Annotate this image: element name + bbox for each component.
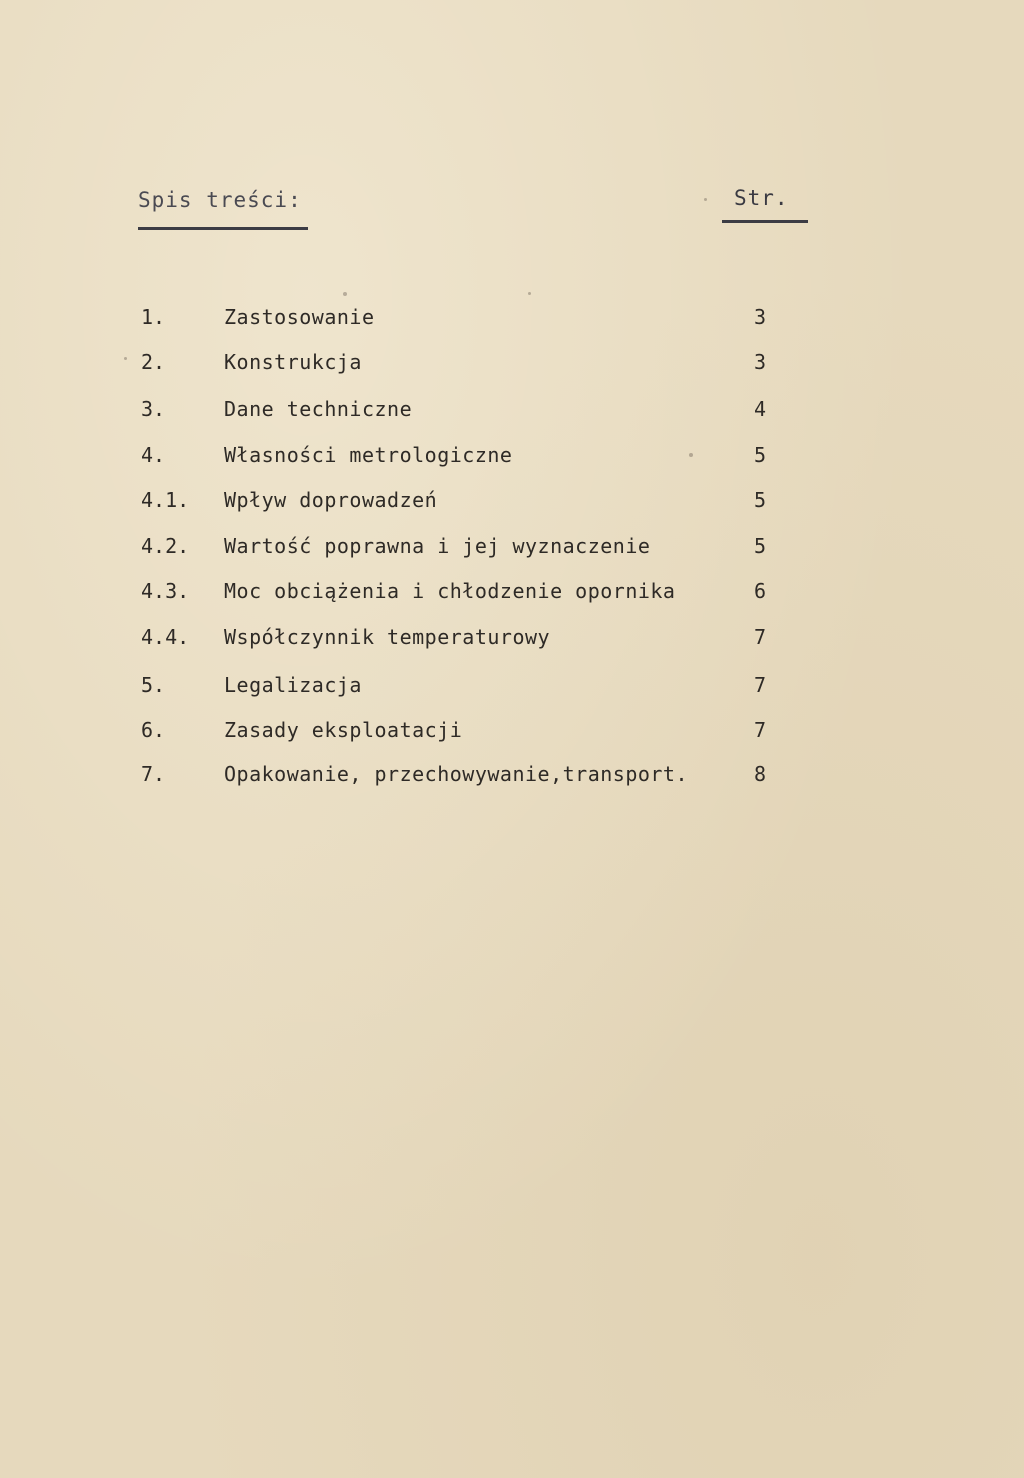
toc-entry — [0, 394, 1024, 424]
toc-entry-title: Moc obciążenia i chłodzenie opornika — [224, 579, 676, 603]
toc-entry-title: Legalizacja — [224, 673, 362, 697]
toc-entry-title: Własności metrologiczne — [224, 443, 513, 467]
toc-entry-number: 4.2. — [141, 534, 190, 558]
page-column-heading: Str. — [734, 186, 789, 210]
toc-entry-title: Dane techniczne — [224, 397, 413, 421]
paper-speck — [704, 198, 707, 201]
toc-entry-number: 6. — [141, 718, 166, 742]
toc-entry-page: 7 — [754, 718, 767, 742]
toc-entry-title: Wartość poprawna i jej wyznaczenie — [224, 534, 651, 558]
paper-speck — [343, 292, 347, 296]
toc-entry-page: 5 — [754, 534, 767, 558]
toc-entry-page: 3 — [754, 350, 767, 374]
page-column-heading-underline — [722, 220, 808, 223]
toc-entry-number: 4.1. — [141, 488, 190, 512]
toc-entry-number: 2. — [141, 350, 166, 374]
paper-speck — [689, 453, 693, 457]
toc-entry-number: 4.4. — [141, 625, 190, 649]
toc-entry — [0, 622, 1024, 652]
toc-entry-page: 5 — [754, 443, 767, 467]
toc-entry-number: 5. — [141, 673, 166, 697]
toc-entry-title: Zasady eksploatacji — [224, 718, 463, 742]
paper-speck — [528, 292, 531, 295]
toc-entry-page: 6 — [754, 579, 767, 603]
toc-entry-number: 4.3. — [141, 579, 190, 603]
toc-entry-title: Opakowanie, przechowywanie,transport. — [224, 762, 689, 786]
toc-entry — [0, 440, 1024, 470]
contents-heading-underline — [138, 227, 308, 230]
toc-entry-page: 8 — [754, 762, 767, 786]
paper-speck — [124, 357, 127, 360]
toc-entry — [0, 670, 1024, 700]
toc-entry-page: 4 — [754, 397, 767, 421]
toc-entry — [0, 302, 1024, 332]
toc-entry — [0, 347, 1024, 377]
toc-entry-title: Konstrukcja — [224, 350, 362, 374]
toc-entry-page: 5 — [754, 488, 767, 512]
toc-entry — [0, 576, 1024, 606]
toc-entry — [0, 485, 1024, 515]
toc-entry-title: Wpływ doprowadzeń — [224, 488, 438, 512]
toc-entry-number: 3. — [141, 397, 166, 421]
toc-entry-title: Zastosowanie — [224, 305, 375, 329]
toc-entry-number: 1. — [141, 305, 166, 329]
toc-entry — [0, 715, 1024, 745]
toc-entry-page: 3 — [754, 305, 767, 329]
toc-entry-page: 7 — [754, 625, 767, 649]
toc-entry-number: 7. — [141, 762, 166, 786]
toc-entry-number: 4. — [141, 443, 166, 467]
toc-entry — [0, 759, 1024, 789]
toc-entry-title: Współczynnik temperaturowy — [224, 625, 551, 649]
toc-entry — [0, 531, 1024, 561]
toc-entry-page: 7 — [754, 673, 767, 697]
contents-heading: Spis treści: — [138, 188, 302, 212]
